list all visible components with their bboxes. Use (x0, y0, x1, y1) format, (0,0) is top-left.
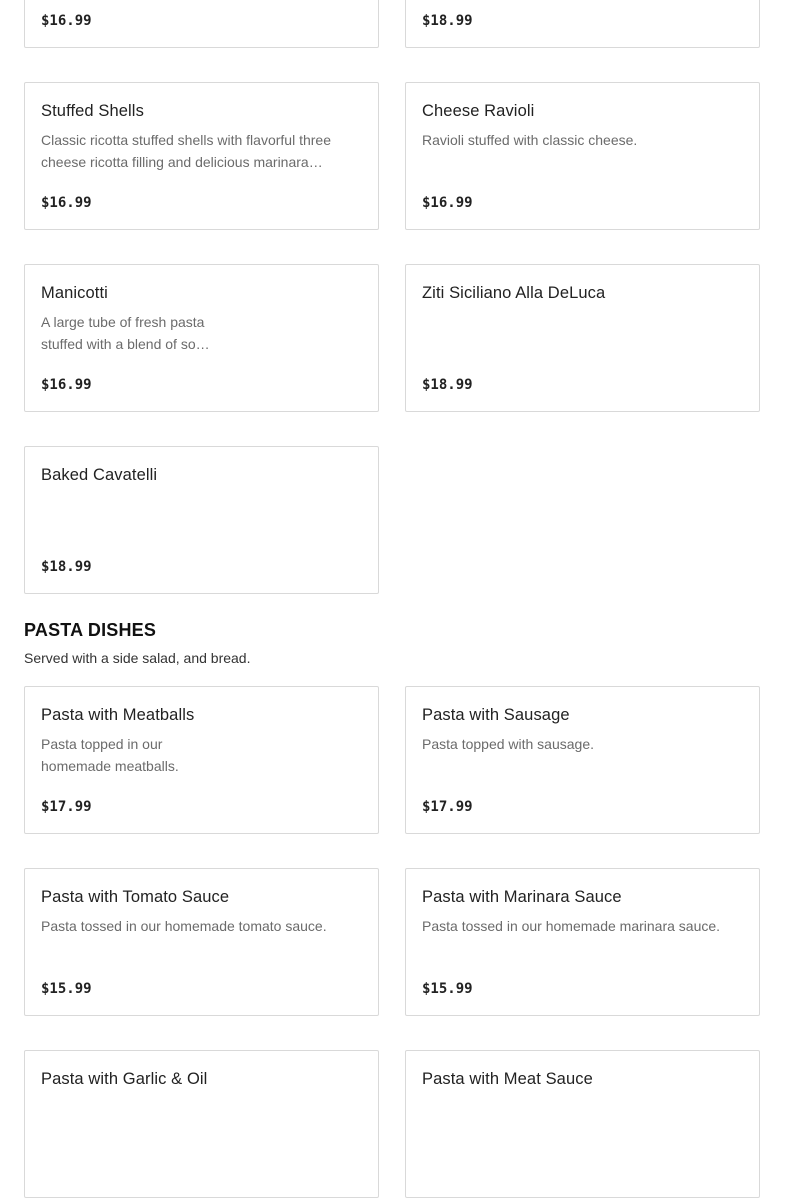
item-price: $15.99 (422, 981, 473, 997)
item-name: Manicotti (41, 284, 108, 302)
item-price: $18.99 (422, 377, 473, 393)
menu-item-pasta-tomato-sauce[interactable] (24, 868, 379, 1016)
menu-item-cheese-ravioli[interactable] (405, 82, 760, 230)
item-price: $15.99 (41, 981, 92, 997)
item-description: Pasta tossed in our homemade marinara sauce. (422, 918, 721, 934)
menu-item-pasta-sausage[interactable] (405, 686, 760, 834)
item-price: $16.99 (422, 195, 473, 211)
section-title: PASTA DISHES (24, 620, 157, 640)
item-name: Pasta with Marinara Sauce (422, 888, 622, 906)
item-price: $16.99 (41, 377, 92, 393)
item-description: Pasta topped in our homemade meatballs. (41, 736, 179, 774)
menu-item-stuffed-shells[interactable] (24, 82, 379, 230)
item-description: Ravioli stuffed with classic cheese. (422, 132, 638, 148)
menu-item-card[interactable] (24, 0, 379, 48)
menu-item-baked-cavatelli[interactable] (24, 446, 379, 594)
item-price: $17.99 (41, 799, 92, 815)
item-name: Pasta with Garlic & Oil (41, 1070, 208, 1088)
item-description: Pasta topped with sausage. (422, 736, 595, 752)
menu-item-manicotti[interactable] (24, 264, 379, 412)
section-subtitle: Served with a side salad, and bread. (24, 650, 251, 666)
menu-item-pasta-meat-sauce[interactable] (405, 1050, 760, 1198)
menu-item-pasta-marinara-sauce[interactable] (405, 868, 760, 1016)
item-price: $16.99 (41, 195, 92, 211)
menu-item-ziti-siciliano[interactable] (405, 264, 760, 412)
item-name: Baked Cavatelli (41, 466, 158, 484)
item-price: $18.99 (422, 13, 473, 29)
item-name: Cheese Ravioli (422, 102, 535, 120)
item-price: $16.99 (41, 13, 92, 29)
item-price: $18.99 (41, 559, 92, 575)
item-name: Pasta with Tomato Sauce (41, 888, 230, 906)
menu-item-pasta-garlic-oil[interactable] (24, 1050, 379, 1198)
item-name: Pasta with Meat Sauce (422, 1070, 593, 1088)
item-description: Pasta tossed in our homemade tomato sauce. (41, 918, 327, 934)
item-name: Pasta with Meatballs (41, 706, 195, 724)
item-price: $17.99 (422, 799, 473, 815)
item-name: Stuffed Shells (41, 102, 144, 120)
item-name: Ziti Siciliano Alla DeLuca (422, 284, 606, 302)
menu-item-pasta-meatballs[interactable] (24, 686, 379, 834)
menu-item-card[interactable] (405, 0, 760, 48)
item-description: Classic ricotta stuffed shells with flavorful three cheese ricotta filling and delicious marinara… (41, 132, 331, 170)
item-name: Pasta with Sausage (422, 706, 570, 724)
item-description: A large tube of fresh pasta stuffed with a blend of so… (41, 314, 210, 352)
